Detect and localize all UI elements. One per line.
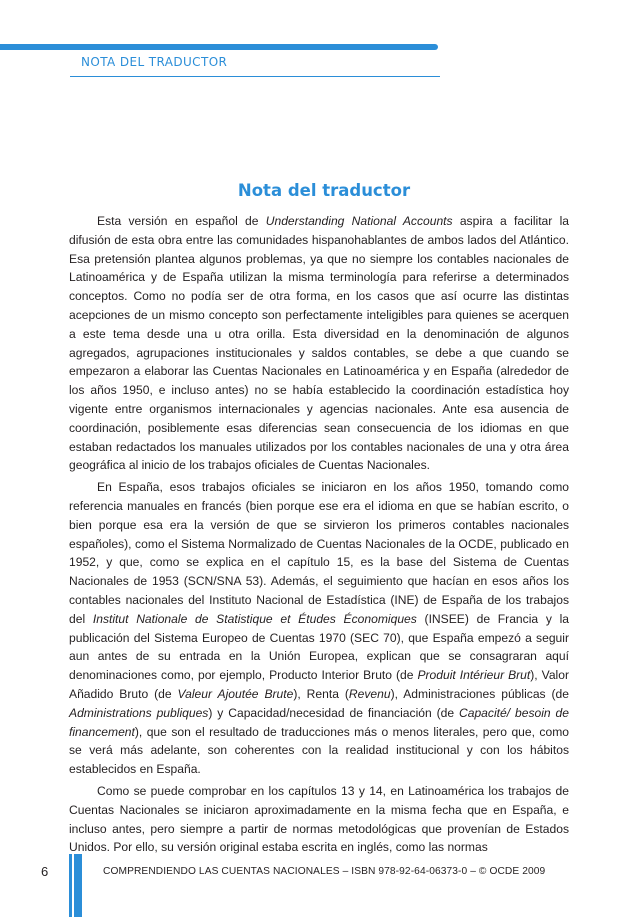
italic-run: Capacité/ besoin de financement [69, 705, 569, 739]
italic-run: Valeur Ajoutée Brute [177, 686, 294, 701]
text-run: ) y Capacidad/necesidad de financiación (de [208, 705, 459, 720]
section-title: Nota del traductor [237, 181, 411, 200]
italic-run: Administrations publiques [69, 705, 209, 720]
text-run: Como se puede comprobar en los capítulos 13 y 14, en Latinoamérica los trabajos de Cuentas Nacionales se iniciaron aproximadamente en la misma fecha que en España, e incluso antes, pero siempre a partir de normas metodológicas que provenían de Estados Unidos. Por ello, su versión original estaba escrita en inglés, como las normas [69, 783, 569, 855]
paragraph [69, 212, 569, 475]
text-run: ), que son el resultado de traducciones más o menos literales, pero que, como se verá más adelante, son coherentes con la realidad institucional y con los hábitos establecidos en España. [69, 724, 569, 777]
text-run: ), Administraciones públicas (de [390, 686, 569, 701]
header-accent-bar [0, 44, 438, 50]
italic-run: Understanding National Accounts [265, 214, 453, 228]
italic-run: Revenu [348, 686, 391, 701]
paragraph [69, 478, 569, 779]
footer-citation: COMPRENDIENDO LAS CUENTAS NACIONALES – ISBN 978-92-64-06373-0 – © OCDE 2009 [103, 866, 546, 877]
text-run: Esta versión en español de [97, 214, 266, 228]
italic-run: Produit Intérieur Brut [417, 668, 531, 683]
running-header: NOTA DEL TRADUCTOR [81, 55, 228, 69]
header-rule [70, 76, 440, 77]
text-run: ), Renta ( [293, 686, 349, 701]
page-number: 6 [41, 864, 49, 879]
text-run: aspira a facilitar la difusión de esta obra entre las comunidades hispanohablantes de ambos lados del Atlántico. Esa pretensión plantea algunos problemas, ya que no siempre los contables nacionales de Latinoamérica y de España utilizan la misma terminología para referirse a determinados conceptos. Como no podía ser de otra forma, en los casos que así ocurre las distintas acepciones de un mismo concepto son perfectamente inteligibles para quienes se acerquen a este tema desde una u otra orilla. Esta diversidad en la denominación de algunos agregados, agrupaciones institucionales y saldos contables, se debe a que cuando se empezaron a elaborar las Cuentas Nacionales en Latinoamérica y en España (alrededor de los años 1950, e incluso antes) no se había establecido la coordinación estadística hoy vigente entre organismos internacionales y agencias nacionales. Ante esa ausencia de coordinación, posiblemente esas diferencias sean consecuencia de los idiomas en que estaban redactados los manuales utilizados por los contables nacionales de una y otra área geográfica al inicio de los trabajos oficiales de Cuentas Nacionales. [69, 214, 569, 473]
text-run: En España, esos trabajos oficiales se iniciaron en los años 1950, tomando como referencia manuales en francés (bien porque ese era el idioma en que se habían escrito, o bien porque esa era la versión de que se sirvieron los primeros contables nacionales españoles), como el Sistema Normalizado de Cuentas Nacionales de la OCDE, publicado en 1952, y que, como se explica en el capítulo 15, es la base del Sistema de Cuentas Nacionales de 1953 (SCN/SNA 53). Además, el seguimiento que hacían en esos años los contables nacionales del Instituto Nacional de Estadística (INE) de España de los trabajos del [69, 480, 569, 626]
text-run: (INSEE) de Francia y la publicación del Sistema Europeo de Cuentas 1970 (SEC 70), que España empezó a seguir aun antes de su entrada en la Unión Europea, explican que se consagraran aquí denominaciones como, por ejemplo, Producto Interior Bruto (de [69, 611, 569, 683]
footer-accent-bars [69, 854, 83, 917]
body-text [69, 212, 569, 860]
text-run: ), Valor Añadido Bruto (de [69, 668, 569, 701]
footer-bar [69, 854, 72, 917]
footer-bar [74, 854, 82, 917]
italic-run: Institut Nationale de Statistique et Études Économiques [92, 611, 417, 626]
paragraph [69, 782, 569, 857]
